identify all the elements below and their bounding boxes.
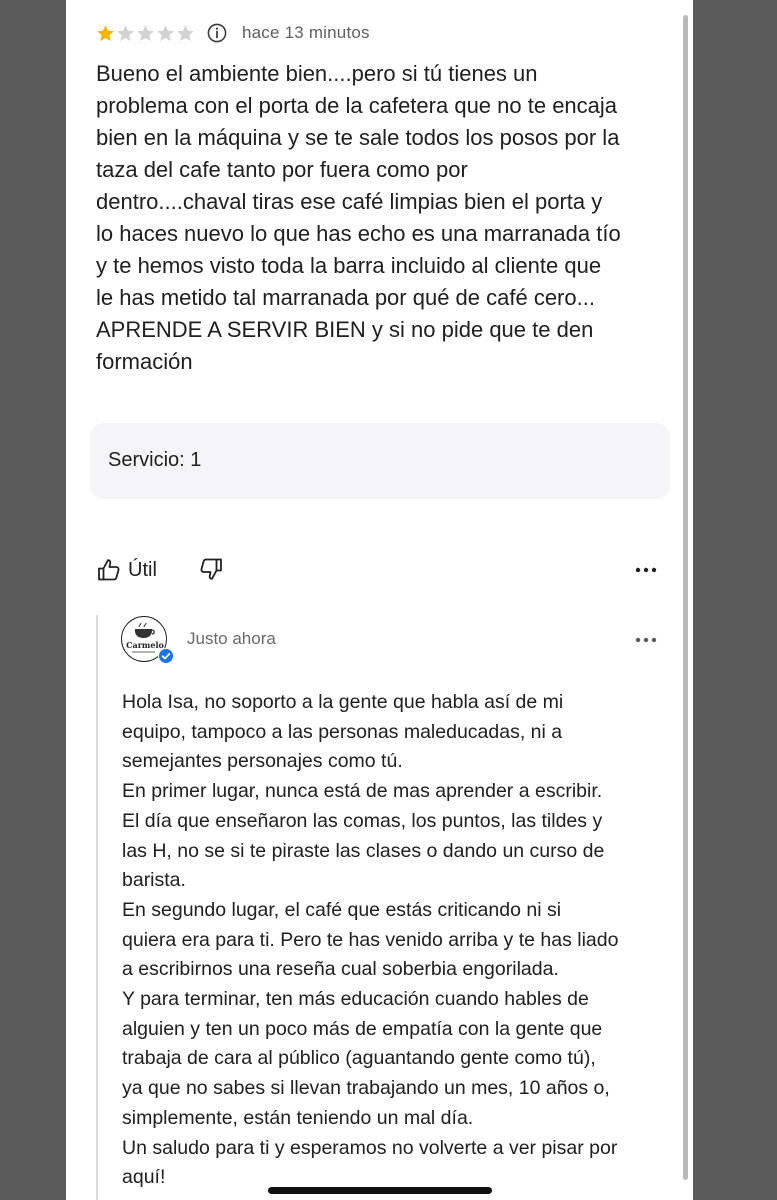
- more-horizontal-icon: [634, 630, 658, 650]
- star-rating: [96, 24, 195, 43]
- right-backdrop: [693, 0, 777, 1200]
- not-useful-button[interactable]: [198, 556, 224, 582]
- star-empty-icon: [116, 24, 135, 43]
- useful-label: Útil: [128, 558, 157, 581]
- service-rating-label: Servicio: 1: [108, 449, 202, 471]
- left-backdrop: [0, 0, 66, 1200]
- useful-button[interactable]: [96, 555, 157, 585]
- home-indicator[interactable]: [268, 1187, 492, 1194]
- review-actions: [96, 555, 658, 585]
- review-header: [96, 20, 370, 46]
- avatar-brand-text: Carmelo: [126, 640, 164, 650]
- info-icon[interactable]: [207, 23, 227, 43]
- star-empty-icon: [156, 24, 175, 43]
- star-empty-icon: [176, 24, 195, 43]
- verified-badge-icon: [158, 648, 174, 664]
- star-empty-icon: [136, 24, 155, 43]
- review-timestamp: hace 13 minutos: [242, 23, 370, 42]
- scrollbar[interactable]: [683, 15, 688, 1180]
- service-rating-box: [90, 423, 670, 499]
- owner-reply-text: Hola Isa, no soporto a la gente que habla así de mi equipo, tampoco a las personas maleducadas, ni a semejantes personajes como tú. En primer lugar, nunca está de mas aprender a escribir. El día que enseñaron las comas, los puntos, las tildes y las H, no se si te piraste las clases o dando un curso de barista. En segundo lugar, el café que estás criticando ni si quiera era para ti. Pero te has venido arriba y te has liado a escribirnos una reseña cual soberbia engorilada. Y para terminar, ten más educación cuando hables de alguien y ten un poco más de empatía con la gente que trabaja de cara al público (aguantando gente como tú), ya que no sabes si llevan trabajando un mes, 10 años o, simplemente, están teniendo un mal día. Un saludo para ti y esperamos no volverte a ver pisar por aquí!: [122, 691, 619, 1189]
- reply-timestamp: Justo ahora: [187, 629, 276, 648]
- thumbs-down-icon: [198, 556, 224, 582]
- thumbs-up-icon: [96, 557, 122, 583]
- star-filled-icon: [96, 24, 115, 43]
- review-more-button[interactable]: [634, 559, 658, 581]
- review-text: Bueno el ambiente bien....pero si tú tienes un problema con el porta de la cafetera que no te encaja bien en la máquina y se te sale todos los posos por la taza del cafe tanto por fuera como por dentro....chaval tiras ese café limpias bien el porta y lo haces nuevo lo que has echo es una marranada tío y te hemos visto toda la barra incluido al cliente que le has metido tal marranada por qué de café cero... APRENDE A SERVIR BIEN y si no pide que te den formación: [96, 61, 621, 374]
- reply-thread-line: [96, 615, 98, 1200]
- reply-more-button[interactable]: [634, 630, 658, 650]
- more-horizontal-icon: [634, 559, 658, 581]
